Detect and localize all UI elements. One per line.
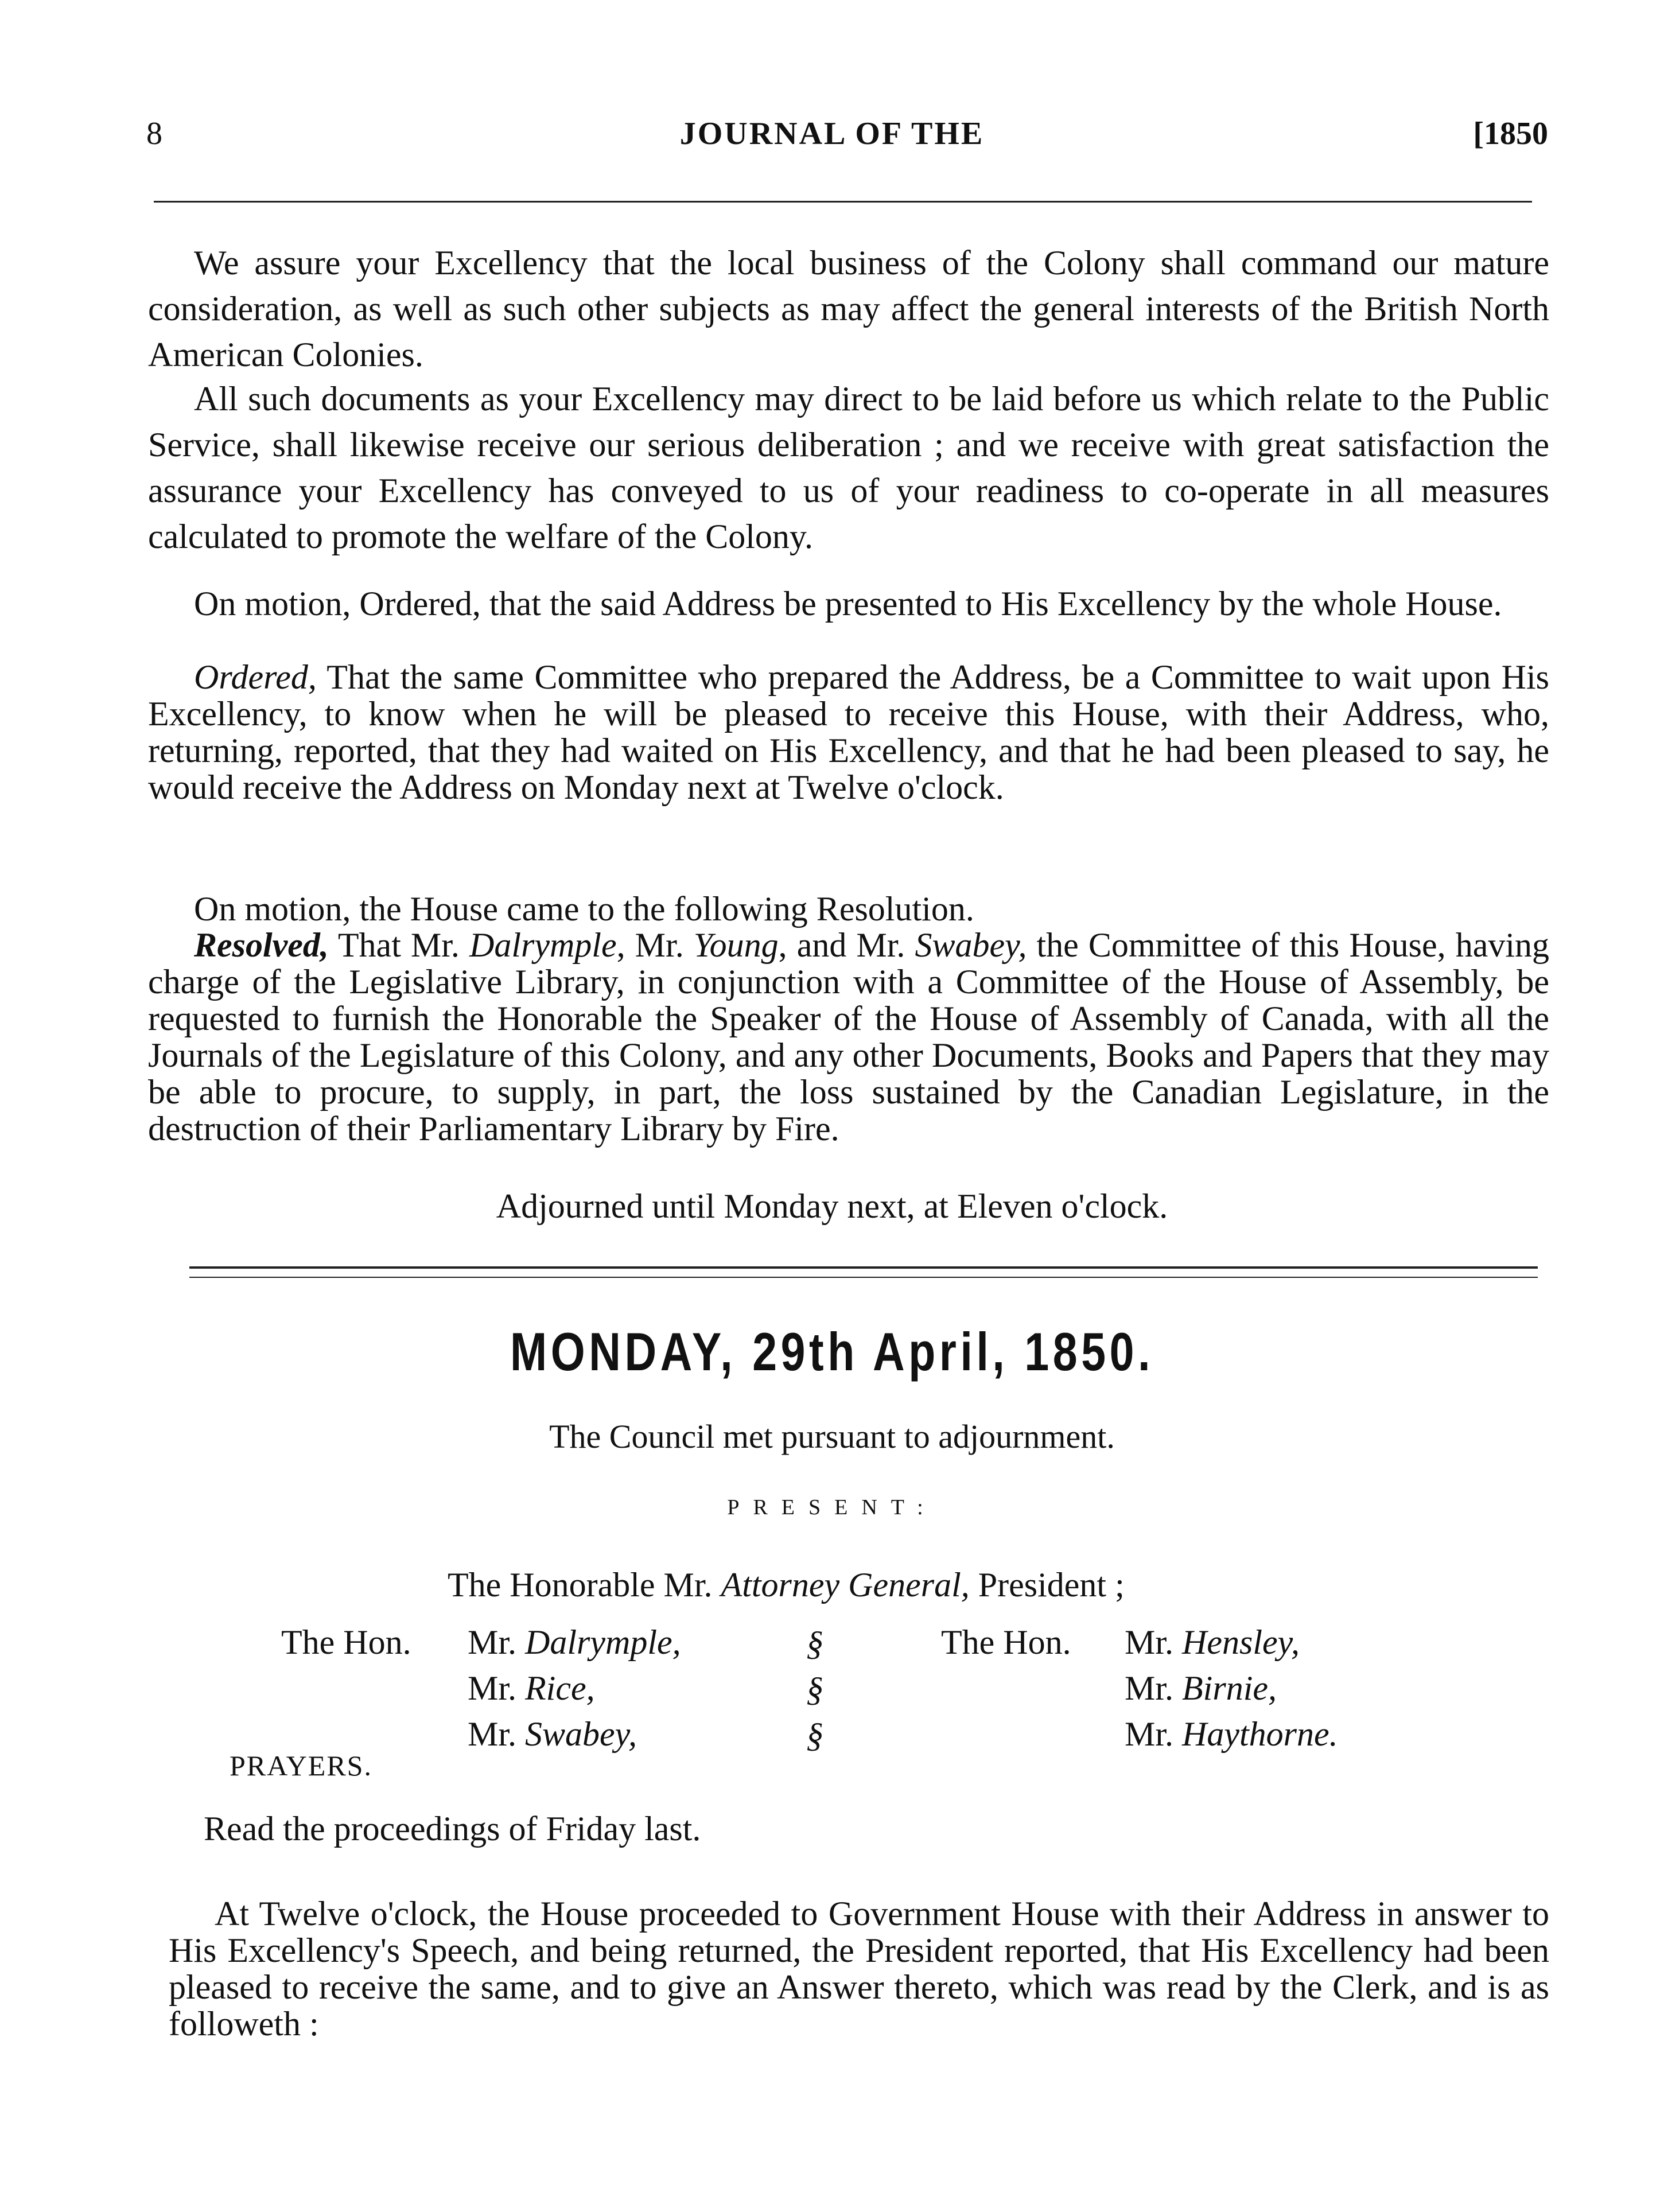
- resolved-text-2: , Mr.: [616, 926, 694, 964]
- right-member-name: Birnie,: [1182, 1669, 1277, 1707]
- resolution-intro: On motion, the House came to the following Resolution.: [194, 890, 974, 928]
- adjourned-line: Adjourned until Monday next, at Eleven o'clock.: [496, 1187, 1168, 1225]
- left-member-name: Rice,: [525, 1669, 595, 1707]
- read-proceedings-line: Read the proceedings of Friday last.: [204, 1810, 701, 1848]
- left-member-row-2: [468, 1669, 595, 1708]
- ordered-text: That the same Committee who prepared the Address, be a Committee to wait upon His Excellency, to know when he will be pleased to receive this House, with their Address, who, returning, reported, that they had waited on His Excellency, and that he had been pleased to say, he would receive the Address on Monday next at Twelve o'clock.: [148, 658, 1549, 806]
- right-member-name: Hensley,: [1182, 1623, 1300, 1661]
- running-title: JOURNAL OF THE: [679, 116, 985, 151]
- prayers-label: PRAYERS.: [230, 1750, 372, 1782]
- resolved-text-4: the Committee of this House, having charge of the Legislative Library, in conjunction with a Committee of the House of Assembly, be requested to furnish the Honorable the Speaker of the House of Assembly of Canada, with all the Journals of the Legislature of this Colony, and any other Documents, Books and Papers that they may be able to procure, to supply, in part, the loss sustained by the Canadian Legislature, in the destruction of their Parliamentary Library by Fire.: [148, 926, 1550, 1148]
- left-member-name: Dalrymple,: [525, 1623, 681, 1661]
- present-label: PRESENT:: [727, 1495, 937, 1519]
- resolved-lead: Resolved,: [194, 926, 329, 964]
- right-member-row-2: [1125, 1669, 1277, 1708]
- resolved-paragraph: [148, 927, 1549, 1147]
- government-house-paragraph: At Twelve o'clock, the House proceeded to Government House with their Address in answer to His Excellency's Speech, and being returned, the President reported, that His Excellency had been pleased to receive the same, and to give an Answer thereto, which was read by the Clerk, and is as followeth :: [169, 1895, 1549, 2043]
- address-paragraph-1: We assure your Excellency that the local business of the Colony shall command our mature consideration, as well as such other subjects as may affect the general interests of the British North American Colonies.: [148, 244, 1549, 374]
- left-member-row-3: [468, 1715, 637, 1754]
- hon-right-label: The Hon.: [941, 1623, 1071, 1661]
- mr-label: Mr.: [468, 1623, 517, 1661]
- header-year: [1850: [1473, 116, 1548, 151]
- section-mark: §: [806, 1716, 823, 1754]
- mr-label: Mr.: [1125, 1623, 1174, 1661]
- left-member-row-1: [468, 1623, 681, 1662]
- section-mark: §: [806, 1624, 823, 1662]
- mr-label: Mr.: [1125, 1715, 1174, 1753]
- member-young: Young: [693, 926, 779, 964]
- council-met-line: The Council met pursuant to adjournment.: [549, 1418, 1115, 1455]
- page-number: 8: [146, 116, 162, 151]
- right-member-row-1: [1125, 1623, 1300, 1662]
- mr-label: Mr.: [468, 1715, 517, 1753]
- resolved-text-1: That Mr.: [328, 926, 469, 964]
- right-member-row-3: [1125, 1715, 1338, 1754]
- address-paragraph-2: All such documents as your Excellency may direct to be laid before us which relate to the Public Service, shall likewise receive our serious deliberation ; and we receive with great satisfaction the assurance your Excellency has conveyed to us of your readiness to co-operate in all measures calculated to promote the welfare of the Colony.: [148, 380, 1549, 555]
- mr-label: Mr.: [468, 1669, 517, 1707]
- president-text-1: The Honorable Mr.: [448, 1566, 721, 1604]
- member-dalrymple: Dalrymple: [469, 926, 617, 964]
- right-member-name: Haythorne.: [1182, 1715, 1338, 1753]
- ordered-lead: Ordered,: [194, 658, 317, 696]
- section-mark: §: [806, 1670, 823, 1708]
- mr-label: Mr.: [1125, 1669, 1174, 1707]
- session-date-heading: MONDAY, 29th April, 1850.: [510, 1321, 1154, 1382]
- section-divider-thick: [189, 1266, 1538, 1269]
- ordered-paragraph: [148, 659, 1549, 806]
- president-text-2: President ;: [969, 1566, 1125, 1604]
- hon-left-label: The Hon.: [281, 1623, 411, 1661]
- motion-paragraph: On motion, Ordered, that the said Address be presented to His Excellency by the whole House.: [194, 585, 1502, 623]
- resolved-text-3: , and Mr.: [778, 926, 915, 964]
- member-swabey: Swabey,: [915, 926, 1027, 964]
- president-line: [448, 1565, 1125, 1605]
- section-divider-thin: [189, 1277, 1538, 1278]
- president-name: Attorney General,: [721, 1566, 970, 1604]
- header-rule: [154, 201, 1532, 203]
- left-member-name: Swabey,: [525, 1715, 637, 1753]
